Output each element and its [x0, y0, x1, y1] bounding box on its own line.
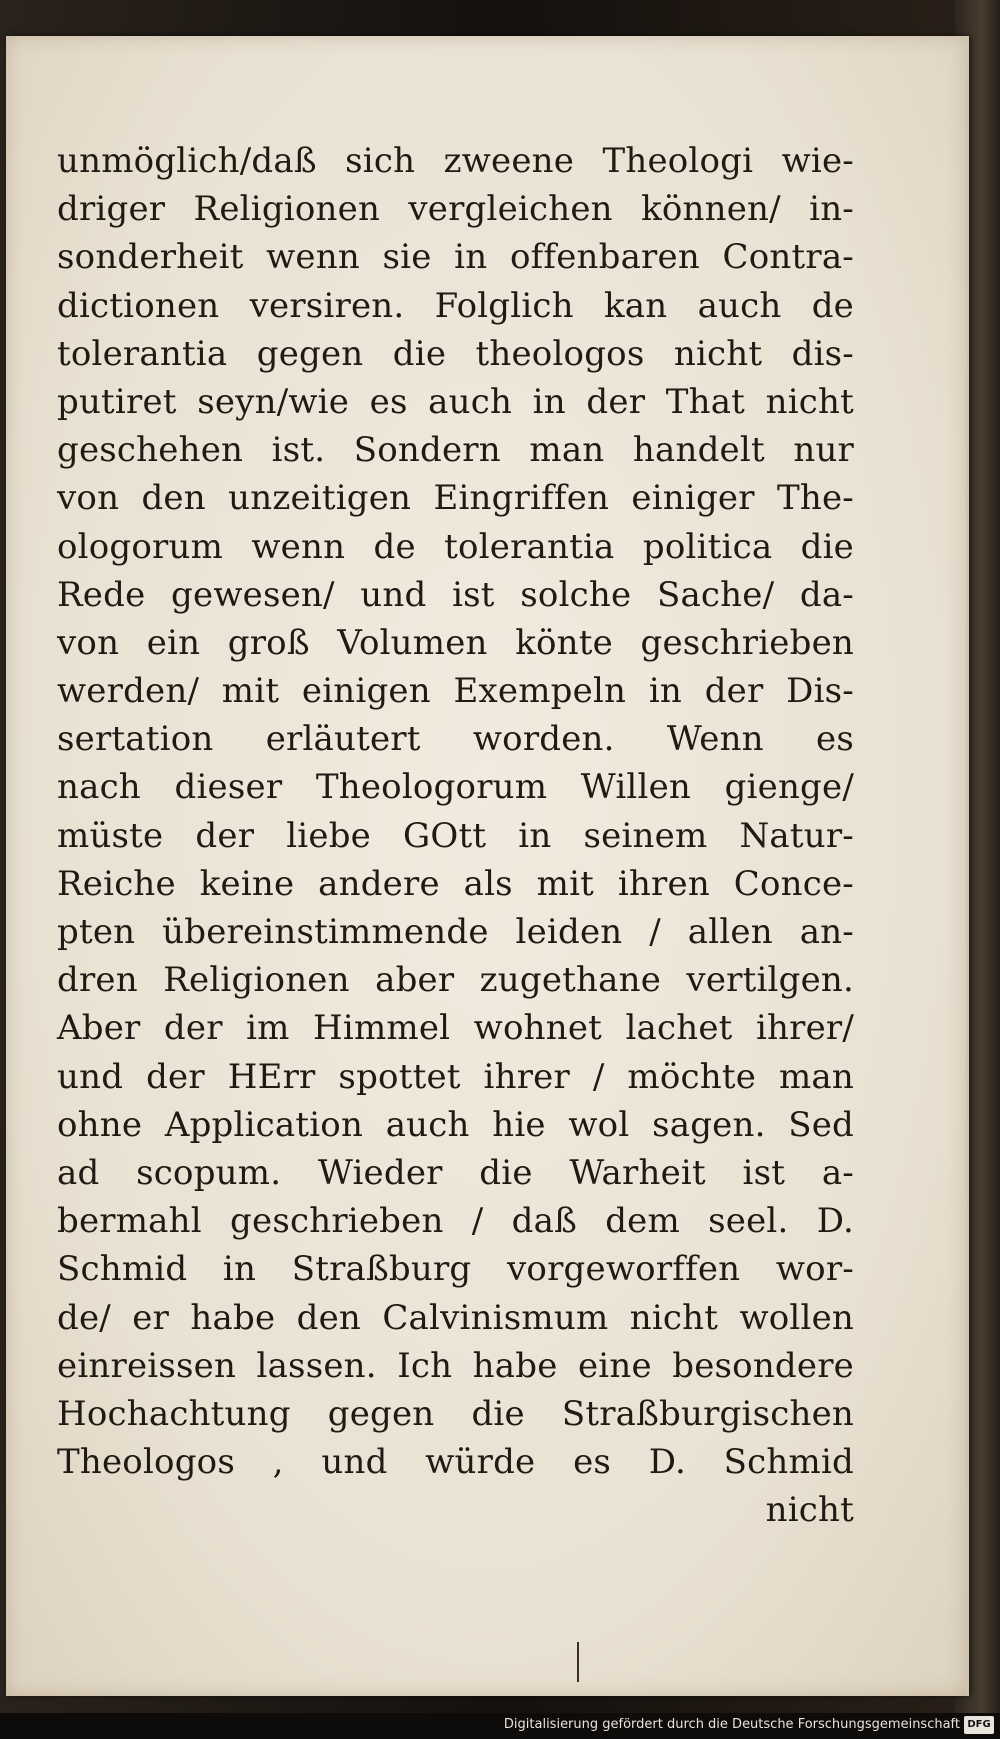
text-line: sonderheit wenn sie in offenbaren Contra- [57, 237, 854, 278]
text-line: bermahl geschrieben / daß dem seel. D. [57, 1201, 854, 1242]
text-line: unmöglich/daß sich zweene Theologi wie- [57, 141, 854, 181]
text-line: ologorum wenn de tolerantia politica die [57, 526, 854, 567]
catchword: nicht [765, 1490, 854, 1531]
text-line: putiret seyn/wie es auch in der That nicht [57, 381, 854, 422]
page-text [57, 137, 854, 1534]
text-line: dren Religionen aber zugethane vertilgen. [57, 960, 854, 1001]
text-line: tolerantia gegen die theologos nicht dis- [57, 333, 854, 374]
text-line: ad scopum. Wieder die Warheit ist a- [57, 1152, 854, 1193]
text-line: Theologos , und würde es D. Schmid [57, 1442, 854, 1483]
text-line: Hochachtung gegen die Straßburgischen [57, 1393, 854, 1434]
text-line: Aber der im Himmel wohnet lachet ihrer/ [57, 1008, 854, 1049]
text-line: einreissen lassen. Ich habe eine besondere [57, 1345, 854, 1386]
gutter-mark [577, 1642, 579, 1682]
text-line: driger Religionen vergleichen können/ in- [57, 189, 854, 230]
text-line: werden/ mit einigen Exempeln in der Dis- [57, 671, 854, 712]
text-line: müste der liebe GOtt in seinem Natur- [57, 815, 854, 856]
text-line: von ein groß Volumen könte geschrieben [57, 622, 854, 663]
text-line: dictionen versiren. Folglich kan auch de [57, 285, 854, 326]
dfg-logo: DFG [964, 1716, 994, 1734]
text-line: de/ er habe den Calvinismum nicht wollen [57, 1297, 854, 1338]
text-line: pten übereinstimmende leiden / allen an- [57, 912, 854, 952]
text-line: Reiche keine andere als mit ihren Conce- [57, 863, 854, 904]
book-page [6, 36, 969, 1696]
text-line: sertation erläutert worden. Wenn es [57, 719, 854, 760]
text-line: und der HErr spottet ihrer / möchte man [57, 1056, 854, 1097]
text-line: geschehen ist. Sondern man handelt nur [57, 430, 854, 471]
text-line: nach dieser Theologorum Willen gienge/ [57, 767, 854, 808]
text-line: Rede gewesen/ und ist solche Sache/ da- [57, 574, 854, 615]
text-line: von den unzeitigen Eingriffen einiger The- [57, 478, 854, 519]
footer-credit: Digitalisierung gefördert durch die Deutsche Forschungsgemeinschaft [503, 1717, 960, 1732]
text-line: ohne Application auch hie wol sagen. Sed [57, 1104, 854, 1145]
text-line: Schmid in Straßburg vorgeworffen wor- [57, 1249, 854, 1290]
